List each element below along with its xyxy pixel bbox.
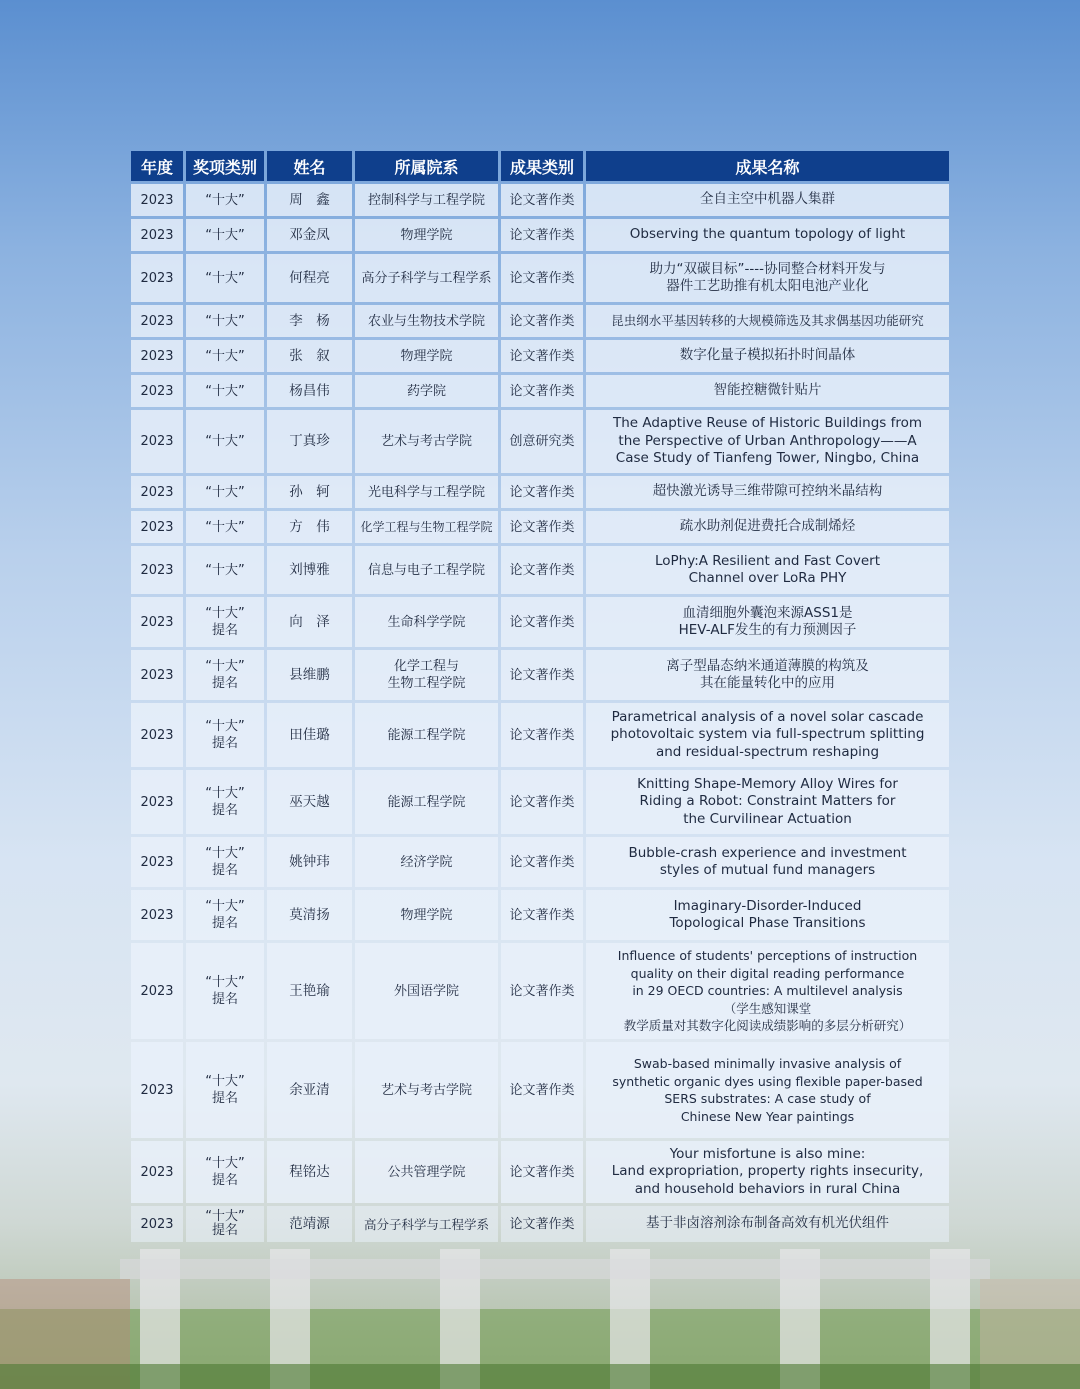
cell-name: 田佳璐 bbox=[267, 703, 352, 767]
cell-award: “十大” bbox=[186, 511, 264, 543]
table-row bbox=[131, 410, 949, 473]
cell-award: “十大” 提名 bbox=[186, 1206, 264, 1242]
cell-year: 2023 bbox=[131, 340, 183, 372]
cell-department: 物理学院 bbox=[355, 219, 498, 251]
cell-name: 莫清扬 bbox=[267, 890, 352, 940]
header-department: 所属院系 bbox=[355, 151, 498, 181]
table-row bbox=[131, 254, 949, 302]
cell-title: Swab-based minimally invasive analysis of synthetic organic dyes using flexible paper-based SERS substrates: A case study of Chinese New Year paintings bbox=[586, 1042, 949, 1138]
cell-name: 邓金凤 bbox=[267, 219, 352, 251]
cell-name: 范靖源 bbox=[267, 1206, 352, 1242]
cell-name: 李 杨 bbox=[267, 305, 352, 337]
table-row bbox=[131, 770, 949, 834]
table-row bbox=[131, 943, 949, 1039]
cell-title: 助力“双碳目标”----协同整合材料开发与 器件工艺助推有机太阳电池产业化 bbox=[586, 254, 949, 302]
table-row bbox=[131, 375, 949, 407]
cell-year: 2023 bbox=[131, 837, 183, 887]
cell-award: “十大” bbox=[186, 184, 264, 216]
cell-title: Your misfortune is also mine: Land expropriation, property rights insecurity, and household behaviors in rural China bbox=[586, 1141, 949, 1203]
cell-award: “十大” 提名 bbox=[186, 770, 264, 834]
header-achievement-type: 成果类别 bbox=[501, 151, 583, 181]
cell-title: Imaginary-Disorder-Induced Topological Phase Transitions bbox=[586, 890, 949, 940]
cell-name: 余亚清 bbox=[267, 1042, 352, 1138]
table-row bbox=[131, 597, 949, 647]
cell-type: 论文著作类 bbox=[501, 837, 583, 887]
cell-award: “十大” 提名 bbox=[186, 650, 264, 700]
cell-name: 周 鑫 bbox=[267, 184, 352, 216]
cell-department: 能源工程学院 bbox=[355, 703, 498, 767]
cell-year: 2023 bbox=[131, 650, 183, 700]
cell-title: Influence of students' perceptions of instruction quality on their digital reading performance in 29 OECD countries: A multilevel analysis （学生感知课堂 教学质量对其数字化阅读成绩影响的多层分析研究） bbox=[586, 943, 949, 1039]
cell-award: “十大” bbox=[186, 375, 264, 407]
cell-year: 2023 bbox=[131, 219, 183, 251]
table-row bbox=[131, 219, 949, 251]
cell-name: 王艳瑜 bbox=[267, 943, 352, 1039]
cell-type: 论文著作类 bbox=[501, 546, 583, 594]
cell-name: 张 叙 bbox=[267, 340, 352, 372]
cell-department: 化学工程与 生物工程学院 bbox=[355, 650, 498, 700]
cell-year: 2023 bbox=[131, 943, 183, 1039]
cell-type: 论文著作类 bbox=[501, 219, 583, 251]
cell-title: 数字化量子模拟拓扑时间晶体 bbox=[586, 340, 949, 372]
cell-type: 论文著作类 bbox=[501, 184, 583, 216]
cell-title: 血清细胞外囊泡来源ASS1是 HEV-ALF发生的有力预测因子 bbox=[586, 597, 949, 647]
cell-year: 2023 bbox=[131, 890, 183, 940]
cell-name: 何程亮 bbox=[267, 254, 352, 302]
cell-year: 2023 bbox=[131, 597, 183, 647]
cell-title: Observing the quantum topology of light bbox=[586, 219, 949, 251]
cell-title: 基于非卤溶剂涂布制备高效有机光伏组件 bbox=[586, 1206, 949, 1242]
cell-award: “十大” bbox=[186, 340, 264, 372]
cell-department: 物理学院 bbox=[355, 340, 498, 372]
cell-year: 2023 bbox=[131, 511, 183, 543]
cell-title: 离子型晶态纳米通道薄膜的构筑及 其在能量转化中的应用 bbox=[586, 650, 949, 700]
header-year: 年度 bbox=[131, 151, 183, 181]
table-row bbox=[131, 476, 949, 508]
cell-name: 方 伟 bbox=[267, 511, 352, 543]
cell-type: 论文著作类 bbox=[501, 511, 583, 543]
cell-department: 物理学院 bbox=[355, 890, 498, 940]
cell-title: Knitting Shape-Memory Alloy Wires for Riding a Robot: Constraint Matters for the Curvilinear Actuation bbox=[586, 770, 949, 834]
header-award-category: 奖项类别 bbox=[186, 151, 264, 181]
table-row bbox=[131, 1141, 949, 1203]
cell-award: “十大” 提名 bbox=[186, 837, 264, 887]
header-achievement-title: 成果名称 bbox=[586, 151, 949, 181]
cell-award: “十大” 提名 bbox=[186, 597, 264, 647]
awards-table bbox=[128, 148, 952, 1245]
cell-title: 超快激光诱导三维带隙可控纳米晶结构 bbox=[586, 476, 949, 508]
table-row bbox=[131, 1206, 949, 1242]
table-row bbox=[131, 546, 949, 594]
cell-award: “十大” 提名 bbox=[186, 703, 264, 767]
table-row bbox=[131, 340, 949, 372]
cell-name: 程铭达 bbox=[267, 1141, 352, 1203]
cell-type: 论文著作类 bbox=[501, 703, 583, 767]
table-row bbox=[131, 703, 949, 767]
table-header-row bbox=[131, 151, 949, 181]
cell-type: 论文著作类 bbox=[501, 943, 583, 1039]
cell-award: “十大” bbox=[186, 254, 264, 302]
table-row bbox=[131, 650, 949, 700]
cell-department: 农业与生物技术学院 bbox=[355, 305, 498, 337]
cell-year: 2023 bbox=[131, 1042, 183, 1138]
cell-year: 2023 bbox=[131, 254, 183, 302]
cell-title: 智能控糖微针贴片 bbox=[586, 375, 949, 407]
cell-year: 2023 bbox=[131, 1206, 183, 1242]
cell-type: 论文著作类 bbox=[501, 375, 583, 407]
cell-name: 县维鹏 bbox=[267, 650, 352, 700]
cell-year: 2023 bbox=[131, 1141, 183, 1203]
cell-year: 2023 bbox=[131, 184, 183, 216]
cell-type: 论文著作类 bbox=[501, 305, 583, 337]
cell-year: 2023 bbox=[131, 305, 183, 337]
header-name: 姓名 bbox=[267, 151, 352, 181]
cell-title: LoPhy:A Resilient and Fast Covert Channel over LoRa PHY bbox=[586, 546, 949, 594]
cell-type: 论文著作类 bbox=[501, 340, 583, 372]
cell-title: The Adaptive Reuse of Historic Buildings from the Perspective of Urban Anthropology——A Case Study of Tianfeng Tower, Ningbo, China bbox=[586, 410, 949, 473]
cell-year: 2023 bbox=[131, 476, 183, 508]
cell-name: 向 泽 bbox=[267, 597, 352, 647]
cell-department: 生命科学学院 bbox=[355, 597, 498, 647]
cell-name: 姚钟玮 bbox=[267, 837, 352, 887]
cell-department: 艺术与考古学院 bbox=[355, 410, 498, 473]
cell-title: 疏水助剂促进费托合成制烯烃 bbox=[586, 511, 949, 543]
cell-department: 能源工程学院 bbox=[355, 770, 498, 834]
cell-department: 外国语学院 bbox=[355, 943, 498, 1039]
cell-award: “十大” bbox=[186, 476, 264, 508]
cell-type: 论文著作类 bbox=[501, 1042, 583, 1138]
table-row bbox=[131, 184, 949, 216]
table-row bbox=[131, 837, 949, 887]
table-row bbox=[131, 1042, 949, 1138]
cell-type: 论文著作类 bbox=[501, 476, 583, 508]
cell-name: 孙 轲 bbox=[267, 476, 352, 508]
cell-name: 杨昌伟 bbox=[267, 375, 352, 407]
cell-type: 论文著作类 bbox=[501, 1206, 583, 1242]
cell-name: 刘博雅 bbox=[267, 546, 352, 594]
cell-type: 论文著作类 bbox=[501, 890, 583, 940]
cell-award: “十大” 提名 bbox=[186, 1042, 264, 1138]
cell-award: “十大” bbox=[186, 410, 264, 473]
cell-department: 控制科学与工程学院 bbox=[355, 184, 498, 216]
cell-department: 经济学院 bbox=[355, 837, 498, 887]
cell-year: 2023 bbox=[131, 410, 183, 473]
cell-type: 论文著作类 bbox=[501, 1141, 583, 1203]
cell-department: 公共管理学院 bbox=[355, 1141, 498, 1203]
cell-year: 2023 bbox=[131, 375, 183, 407]
cell-type: 论文著作类 bbox=[501, 770, 583, 834]
cell-department: 高分子科学与工程学系 bbox=[355, 254, 498, 302]
cell-title: Bubble-crash experience and investment styles of mutual fund managers bbox=[586, 837, 949, 887]
cell-title: Parametrical analysis of a novel solar cascade photovoltaic system via full-spectrum splitting and residual-spectrum reshaping bbox=[586, 703, 949, 767]
cell-award: “十大” bbox=[186, 546, 264, 594]
cell-department: 信息与电子工程学院 bbox=[355, 546, 498, 594]
cell-name: 巫天越 bbox=[267, 770, 352, 834]
cell-department: 光电科学与工程学院 bbox=[355, 476, 498, 508]
cell-year: 2023 bbox=[131, 770, 183, 834]
cell-year: 2023 bbox=[131, 546, 183, 594]
cell-type: 创意研究类 bbox=[501, 410, 583, 473]
table-row bbox=[131, 890, 949, 940]
cell-award: “十大” 提名 bbox=[186, 943, 264, 1039]
cell-title: 全自主空中机器人集群 bbox=[586, 184, 949, 216]
cell-department: 艺术与考古学院 bbox=[355, 1042, 498, 1138]
cell-name: 丁真珍 bbox=[267, 410, 352, 473]
cell-year: 2023 bbox=[131, 703, 183, 767]
cell-department: 化学工程与生物工程学院 bbox=[355, 511, 498, 543]
table-row bbox=[131, 511, 949, 543]
cell-award: “十大” 提名 bbox=[186, 890, 264, 940]
cell-type: 论文著作类 bbox=[501, 254, 583, 302]
table-row bbox=[131, 305, 949, 337]
cell-department: 高分子科学与工程学系 bbox=[355, 1206, 498, 1242]
cell-award: “十大” bbox=[186, 305, 264, 337]
cell-type: 论文著作类 bbox=[501, 597, 583, 647]
cell-title: 昆虫纲水平基因转移的大规模筛选及其求偶基因功能研究 bbox=[586, 305, 949, 337]
cell-type: 论文著作类 bbox=[501, 650, 583, 700]
cell-department: 药学院 bbox=[355, 375, 498, 407]
cell-award: “十大” 提名 bbox=[186, 1141, 264, 1203]
cell-award: “十大” bbox=[186, 219, 264, 251]
